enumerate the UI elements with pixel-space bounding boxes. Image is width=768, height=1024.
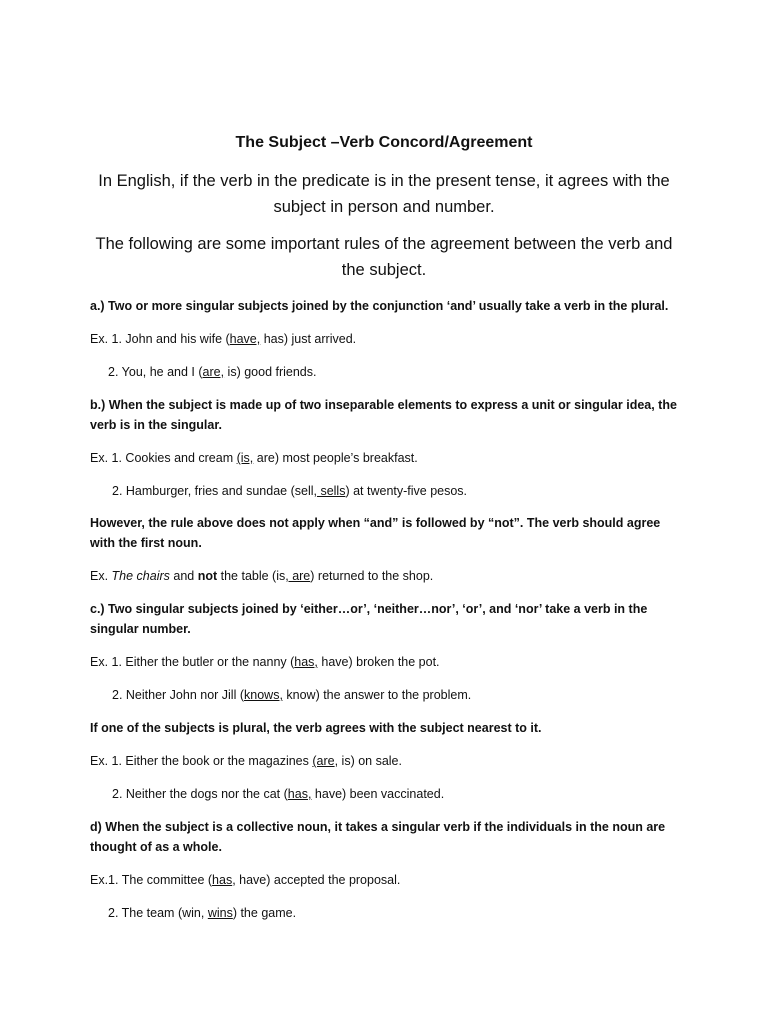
underlined-answer: has, <box>294 655 318 669</box>
plural-example-1: Ex. 1. Either the book or the magazines (are, is) on sale. <box>90 754 402 768</box>
rule-c: c.) Two singular subjects joined by ‘either…or’, ‘neither…nor’, ‘or’, and ‘nor’ take a verb in the singular number. <box>90 602 648 636</box>
underlined-answer: , are <box>285 569 311 583</box>
underlined-answer: has, <box>287 787 312 801</box>
rule-b: b.) When the subject is made up of two inseparable elements to express a unit or singular idea, the verb is in the singular. <box>90 398 677 432</box>
rule-c-example-1: Ex. 1. Either the butler or the nanny (has, have) broken the pot. <box>90 655 440 669</box>
plural-example-2: 2. Neither the dogs nor the cat (has, have) been vaccinated. <box>112 787 445 801</box>
rule-d-example-1: Ex.1. The committee (has, have) accepted the proposal. <box>90 873 401 887</box>
underlined-answer: sells <box>316 484 346 498</box>
document-title: The Subject –Verb Concord/Agreement <box>235 134 533 151</box>
underlined-answer: wins <box>207 906 233 920</box>
rule-a-example-2: 2. You, he and I (are, is) good friends. <box>108 365 317 379</box>
plural-subject-rule: If one of the subjects is plural, the verb agrees with the subject nearest to it. <box>90 721 542 735</box>
underlined-answer: has <box>212 873 233 887</box>
rule-b-example-2: 2. Hamburger, fries and sundae (sell, sells) at twenty-five pesos. <box>112 484 468 498</box>
rule-b-example-1: Ex. 1. Cookies and cream (is, are) most people’s breakfast. <box>90 451 418 465</box>
rule-c-example-2: 2. Neither John nor Jill (knows, know) the answer to the problem. <box>112 688 472 702</box>
underlined-answer: are, <box>202 365 225 379</box>
rules-intro-paragraph: The following are some important rules of the agreement between the verb and the subject. <box>95 235 673 279</box>
however-rule: However, the rule above does not apply when “and” is followed by “not”. The verb should agree with the first noun. <box>90 516 661 550</box>
rule-a: a.) Two or more singular subjects joined by the conjunction ‘and’ usually take a verb in the plural. <box>90 299 669 313</box>
rule-d: d) When the subject is a collective noun, it takes a singular verb if the individuals in the noun are thought of as a whole. <box>90 820 666 854</box>
not-example: Ex. The chairs and not the table (is, are) returned to the shop. <box>90 569 434 583</box>
underlined-answer: (are <box>312 754 335 768</box>
underlined-answer: (is, <box>236 451 254 465</box>
underlined-answer: knows, <box>244 688 283 702</box>
intro-paragraph: In English, if the verb in the predicate is in the present tense, it agrees with the subject in person and number. <box>98 172 670 216</box>
rule-a-example-1: Ex. 1. John and his wife (have, has) just arrived. <box>90 332 357 346</box>
underlined-answer: have, <box>229 332 261 346</box>
rule-d-example-2: 2. The team (win, wins) the game. <box>108 906 297 920</box>
